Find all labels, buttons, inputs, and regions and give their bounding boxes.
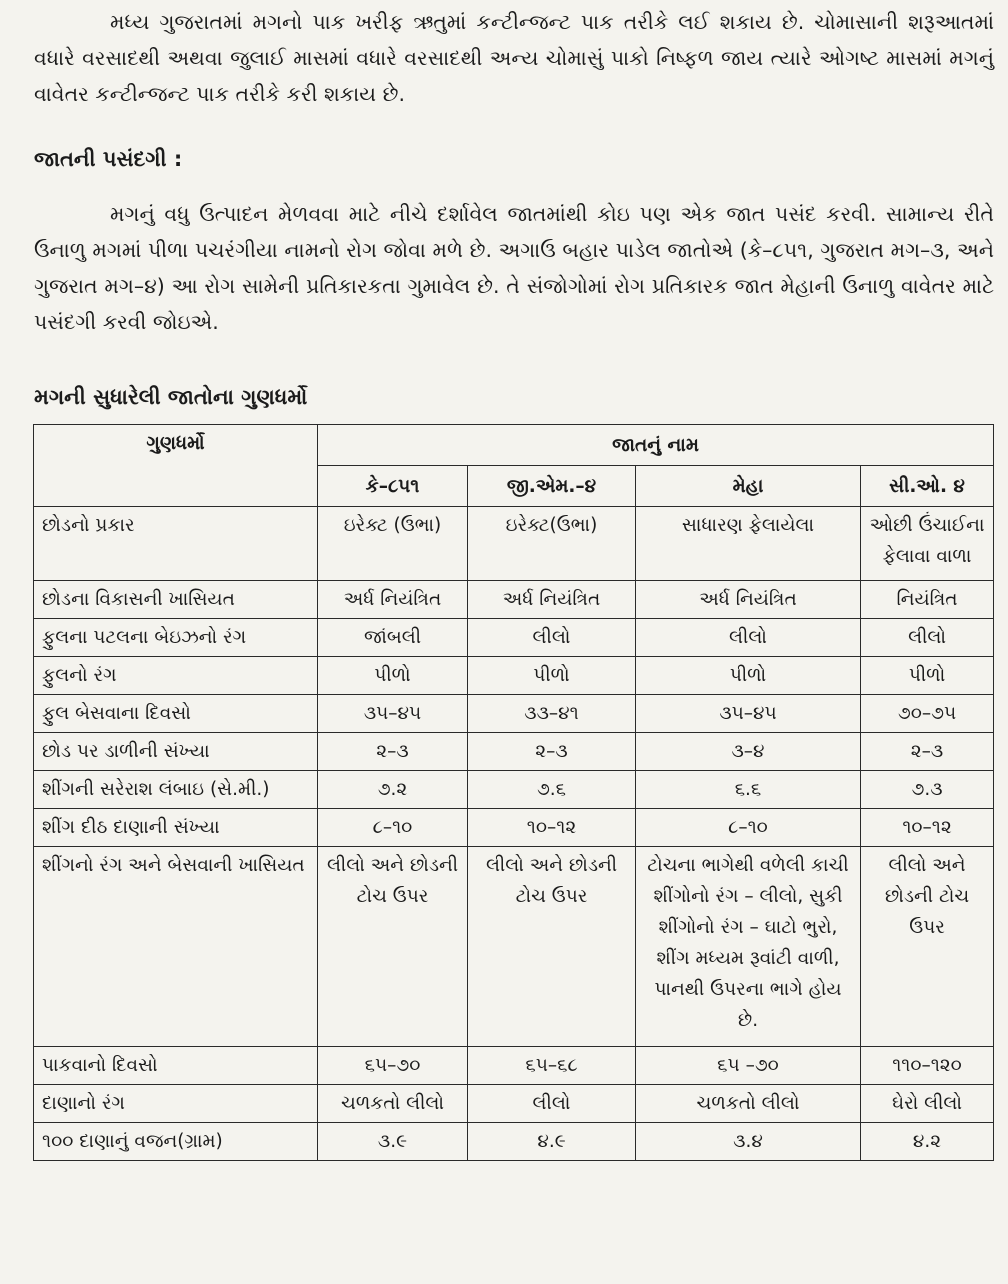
table-row [34,809,994,847]
row-value: પીળો [636,657,861,695]
selection-paragraph-text: મગનું વધુ ઉત્પાદન મેળવવા માટે નીચે દર્શાવેલ જાતમાંથી કોઇ પણ એક જાત પસંદ કરવી. સામાન્ય રીતે ઉનાળુ મગમાં પીળા પચરંગીયા નામનો રોગ જોવા મળે છે. અગાઉ બહાર પાડેલ જાતોએ (કે–૮૫૧, ગુજરાત મગ–૩, અને ગુજરાત મગ–૪) આ રોગ સામેની પ્રતિકારકતા ગુમાવેલ છે. તે સંજોગોમાં રોગ પ્રતિકારક જાત મેહાની ઉનાળુ વાવેતર માટે પસંદગી કરવી જોઇએ. [34,202,994,334]
row-value: ૭.૨ [318,771,468,809]
variety-selection-heading: જાતની પસંદગી : [34,147,183,171]
row-value: ચળકતો લીલો [318,1085,468,1123]
row-value: ૩૫–૪૫ [636,695,861,733]
row-value: ૩–૪ [636,733,861,771]
row-value: ૨–૩ [318,733,468,771]
header-variety-2: જી.એમ.–૪ [468,466,636,507]
row-value: ચળકતો લીલો [636,1085,861,1123]
table-row [34,771,994,809]
row-value: ટોચના ભાગેથી વળેલી કાચી શીંગોનો રંગ – લીલો, સુકી શીંગોનો રંગ – ઘાટો ભુરો, શીંગ મધ્યમ રૂવાંટી વાળી, પાનથી ઉપરના ભાગે હોય છે. [636,847,861,1047]
row-property: શીંગ દીઠ દાણાની સંખ્યા [34,809,318,847]
header-property: ગુણધર્મો [34,425,318,507]
row-value: ૩.૯ [318,1123,468,1161]
row-value: ૭.૩ [861,771,994,809]
row-value: ૬૫–૬૮ [468,1047,636,1085]
row-value: ઇરેક્ટ (ઉભા) [318,507,468,581]
row-value: લીલો [861,619,994,657]
table-row [34,695,994,733]
table-title: મગની સુધારેલી જાતોના ગુણધર્મો [34,385,308,409]
table-row [34,581,994,619]
row-value: ૭.૬ [468,771,636,809]
row-property: ફુલનો રંગ [34,657,318,695]
table-row [34,733,994,771]
row-value: ૨–૩ [468,733,636,771]
row-property: શીંગનો રંગ અને બેસવાની ખાસિયત [34,847,318,1047]
row-value: લીલો અને છોડની ટોચ ઉપર [861,847,994,1047]
table-row [34,1085,994,1123]
row-value: ૧૦–૧૨ [861,809,994,847]
row-value: ઘેરો લીલો [861,1085,994,1123]
row-property: છોડ પર ડાળીની સંખ્યા [34,733,318,771]
row-value: લીલો [636,619,861,657]
row-value: લીલો અને છોડની ટોચ ઉપર [318,847,468,1047]
row-property: છોડનો પ્રકાર [34,507,318,581]
row-value: ૭૦–૭૫ [861,695,994,733]
row-property: ફુલ બેસવાના દિવસો [34,695,318,733]
row-value: ૮–૧૦ [318,809,468,847]
row-value: પીળો [861,657,994,695]
intro-paragraph-text: મધ્ય ગુજરાતમાં મગનો પાક ખરીફ ઋતુમાં કન્ટીન્જન્ટ પાક તરીકે લઈ શકાય છે. ચોમાસાની શરૂઆતમાં વધારે વરસાદથી અથવા જુલાઈ માસમાં વધારે વરસાદથી અન્ય ચોમાસું પાકો નિષ્ફળ જાય ત્યારે ઓગષ્ટ માસમાં મગનું વાવેતર કન્ટીન્જન્ટ પાક તરીકે કરી શકાય છે. [34,10,994,106]
table-row [34,507,994,581]
table-row [34,847,994,1047]
row-value: ઓછી ઉંચાઈના ફેલાવા વાળા [861,507,994,581]
row-property: છોડના વિકાસની ખાસિયત [34,581,318,619]
row-value: નિયંત્રિત [861,581,994,619]
row-property: પાકવાનો દિવસો [34,1047,318,1085]
row-value: ૩.૪ [636,1123,861,1161]
row-value: ૧૧૦–૧૨૦ [861,1047,994,1085]
row-property: ૧૦૦ દાણાનું વજન(ગ્રામ) [34,1123,318,1161]
row-value: અર્ધ નિયંત્રિત [636,581,861,619]
row-value: ૬૫ –૭૦ [636,1047,861,1085]
table-row [34,1047,994,1085]
row-value: પીળો [318,657,468,695]
row-value: ૬૫–૭૦ [318,1047,468,1085]
row-value: લીલો અને છોડની ટોચ ઉપર [468,847,636,1047]
row-value: ૬.૬ [636,771,861,809]
table-row [34,619,994,657]
row-value: પીળો [468,657,636,695]
row-property: ફુલના પટલના બેઇઝનો રંગ [34,619,318,657]
row-value: ૧૦–૧૨ [468,809,636,847]
header-variety-3: મેહા [636,466,861,507]
row-value: સાધારણ ફેલાયેલા [636,507,861,581]
row-value: લીલો [468,1085,636,1123]
row-property: દાણાનો રંગ [34,1085,318,1123]
row-value: લીલો [468,619,636,657]
selection-paragraph [34,196,994,340]
row-value: ૪.૯ [468,1123,636,1161]
row-value: અર્ધ નિયંત્રિત [468,581,636,619]
row-value: અર્ધ નિયંત્રિત [318,581,468,619]
header-variety-4: સી.ઓ. ૪ [861,466,994,507]
intro-paragraph [34,4,994,112]
row-value: ૮–૧૦ [636,809,861,847]
varieties-properties-table [33,424,994,1161]
row-value: ૩૩–૪૧ [468,695,636,733]
header-variety-name: જાતનું નામ [318,425,994,466]
row-property: શીંગની સરેરાશ લંબાઇ (સે.મી.) [34,771,318,809]
header-variety-1: કે–૮૫૧ [318,466,468,507]
row-value: જાંબલી [318,619,468,657]
row-value: ૩૫–૪૫ [318,695,468,733]
table-row [34,657,994,695]
row-value: ઇરેક્ટ(ઉભા) [468,507,636,581]
row-value: ૨–૩ [861,733,994,771]
row-value: ૪.૨ [861,1123,994,1161]
table-row [34,1123,994,1161]
